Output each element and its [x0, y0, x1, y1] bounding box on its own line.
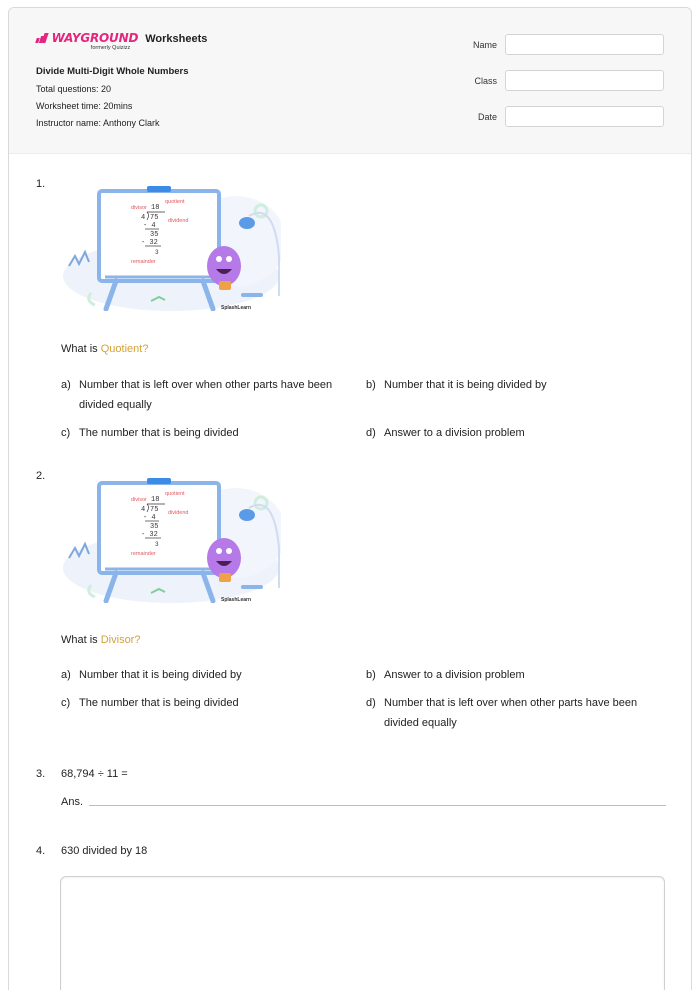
class-field[interactable]: [505, 70, 664, 91]
worksheet-meta: [36, 66, 189, 134]
logo-row: [36, 32, 207, 51]
wayground-logo: [36, 32, 138, 51]
date-field-row: [473, 106, 664, 127]
option-d[interactable]: d) Answer to a division problem: [366, 427, 525, 439]
highlighted-term: Divisor?: [100, 634, 141, 646]
question-prompt: What is Quotient?: [61, 343, 149, 355]
question-prompt: 630 divided by 18: [61, 845, 148, 857]
svg-text:divisor: divisor: [131, 205, 147, 211]
question-number: 2.: [36, 470, 46, 482]
svg-text:SplashLearn: SplashLearn: [221, 597, 252, 603]
option-a[interactable]: a) Number that it is being divided by: [61, 669, 242, 681]
svg-text:- 32: - 32: [141, 531, 158, 539]
svg-text:quotient: quotient: [165, 199, 185, 205]
svg-text:18: 18: [151, 204, 160, 212]
class-field-row: [473, 70, 664, 91]
svg-text:4: 4: [141, 214, 146, 222]
worksheet-title: Divide Multi-Digit Whole Numbers: [36, 66, 189, 77]
instructor-name: Instructor name: Anthony Clark: [36, 118, 160, 128]
svg-text:75: 75: [150, 506, 159, 514]
answer-row: [61, 796, 666, 808]
svg-text:dividend: dividend: [168, 218, 189, 224]
question-number: 1.: [36, 178, 46, 190]
question-prompt: 68,794 ÷ 11 =: [61, 768, 128, 780]
total-questions: Total questions: 20: [36, 84, 112, 94]
question-number: 4.: [36, 845, 46, 857]
svg-text:SplashLearn: SplashLearn: [221, 305, 252, 311]
name-label: Name: [472, 39, 497, 50]
long-division-illustration: [61, 473, 281, 603]
answer-label: Ans.: [61, 796, 84, 808]
long-division-illustration: [61, 181, 281, 311]
svg-text:dividend: dividend: [168, 510, 189, 516]
svg-text:- 32: - 32: [141, 239, 158, 247]
worksheet-time: Worksheet time: 20mins: [36, 101, 133, 111]
wayground-mark-icon: [36, 33, 49, 43]
option-c[interactable]: c) The number that is being divided: [61, 697, 239, 709]
option-b[interactable]: b) Answer to a division problem: [366, 669, 525, 681]
option-a[interactable]: a) Number that is left over when other parts have been divided equally: [61, 379, 333, 411]
answer-textbox[interactable]: [60, 876, 665, 990]
svg-text:35: 35: [150, 231, 159, 239]
svg-text:remainder: remainder: [131, 551, 156, 557]
student-fields: [473, 34, 664, 142]
svg-text:35: 35: [150, 523, 159, 531]
svg-text:75: 75: [150, 214, 159, 222]
option-d[interactable]: d) Number that is left over when other parts have been divided equally: [366, 697, 638, 729]
name-field-row: [473, 34, 664, 55]
name-field[interactable]: [505, 34, 664, 55]
highlighted-term: Quotient?: [100, 343, 149, 355]
worksheet: [8, 7, 692, 990]
date-field[interactable]: [505, 106, 664, 127]
svg-text:4: 4: [141, 506, 146, 514]
svg-text:18: 18: [151, 496, 160, 504]
logo-subtitle: formerly Quizizz: [90, 45, 131, 51]
svg-text:3: 3: [155, 249, 159, 256]
logo-brand: WAYGROUND: [51, 31, 139, 45]
date-label: Date: [477, 111, 497, 122]
svg-text:divisor: divisor: [131, 497, 147, 503]
option-b[interactable]: b) Number that it is being divided by: [366, 379, 547, 391]
question-number: 3.: [36, 768, 46, 780]
question-prompt: What is Divisor?: [61, 634, 141, 646]
svg-text:3: 3: [155, 541, 159, 548]
class-label: Class: [474, 75, 497, 86]
answer-line[interactable]: [89, 805, 666, 806]
svg-text:- 4: - 4: [143, 514, 156, 522]
svg-text:quotient: quotient: [165, 491, 185, 497]
worksheet-header: [9, 8, 691, 154]
option-c[interactable]: c) The number that is being divided: [61, 427, 239, 439]
logo-product: Worksheets: [145, 33, 208, 45]
svg-text:- 4: - 4: [143, 222, 156, 230]
svg-text:remainder: remainder: [131, 259, 156, 265]
